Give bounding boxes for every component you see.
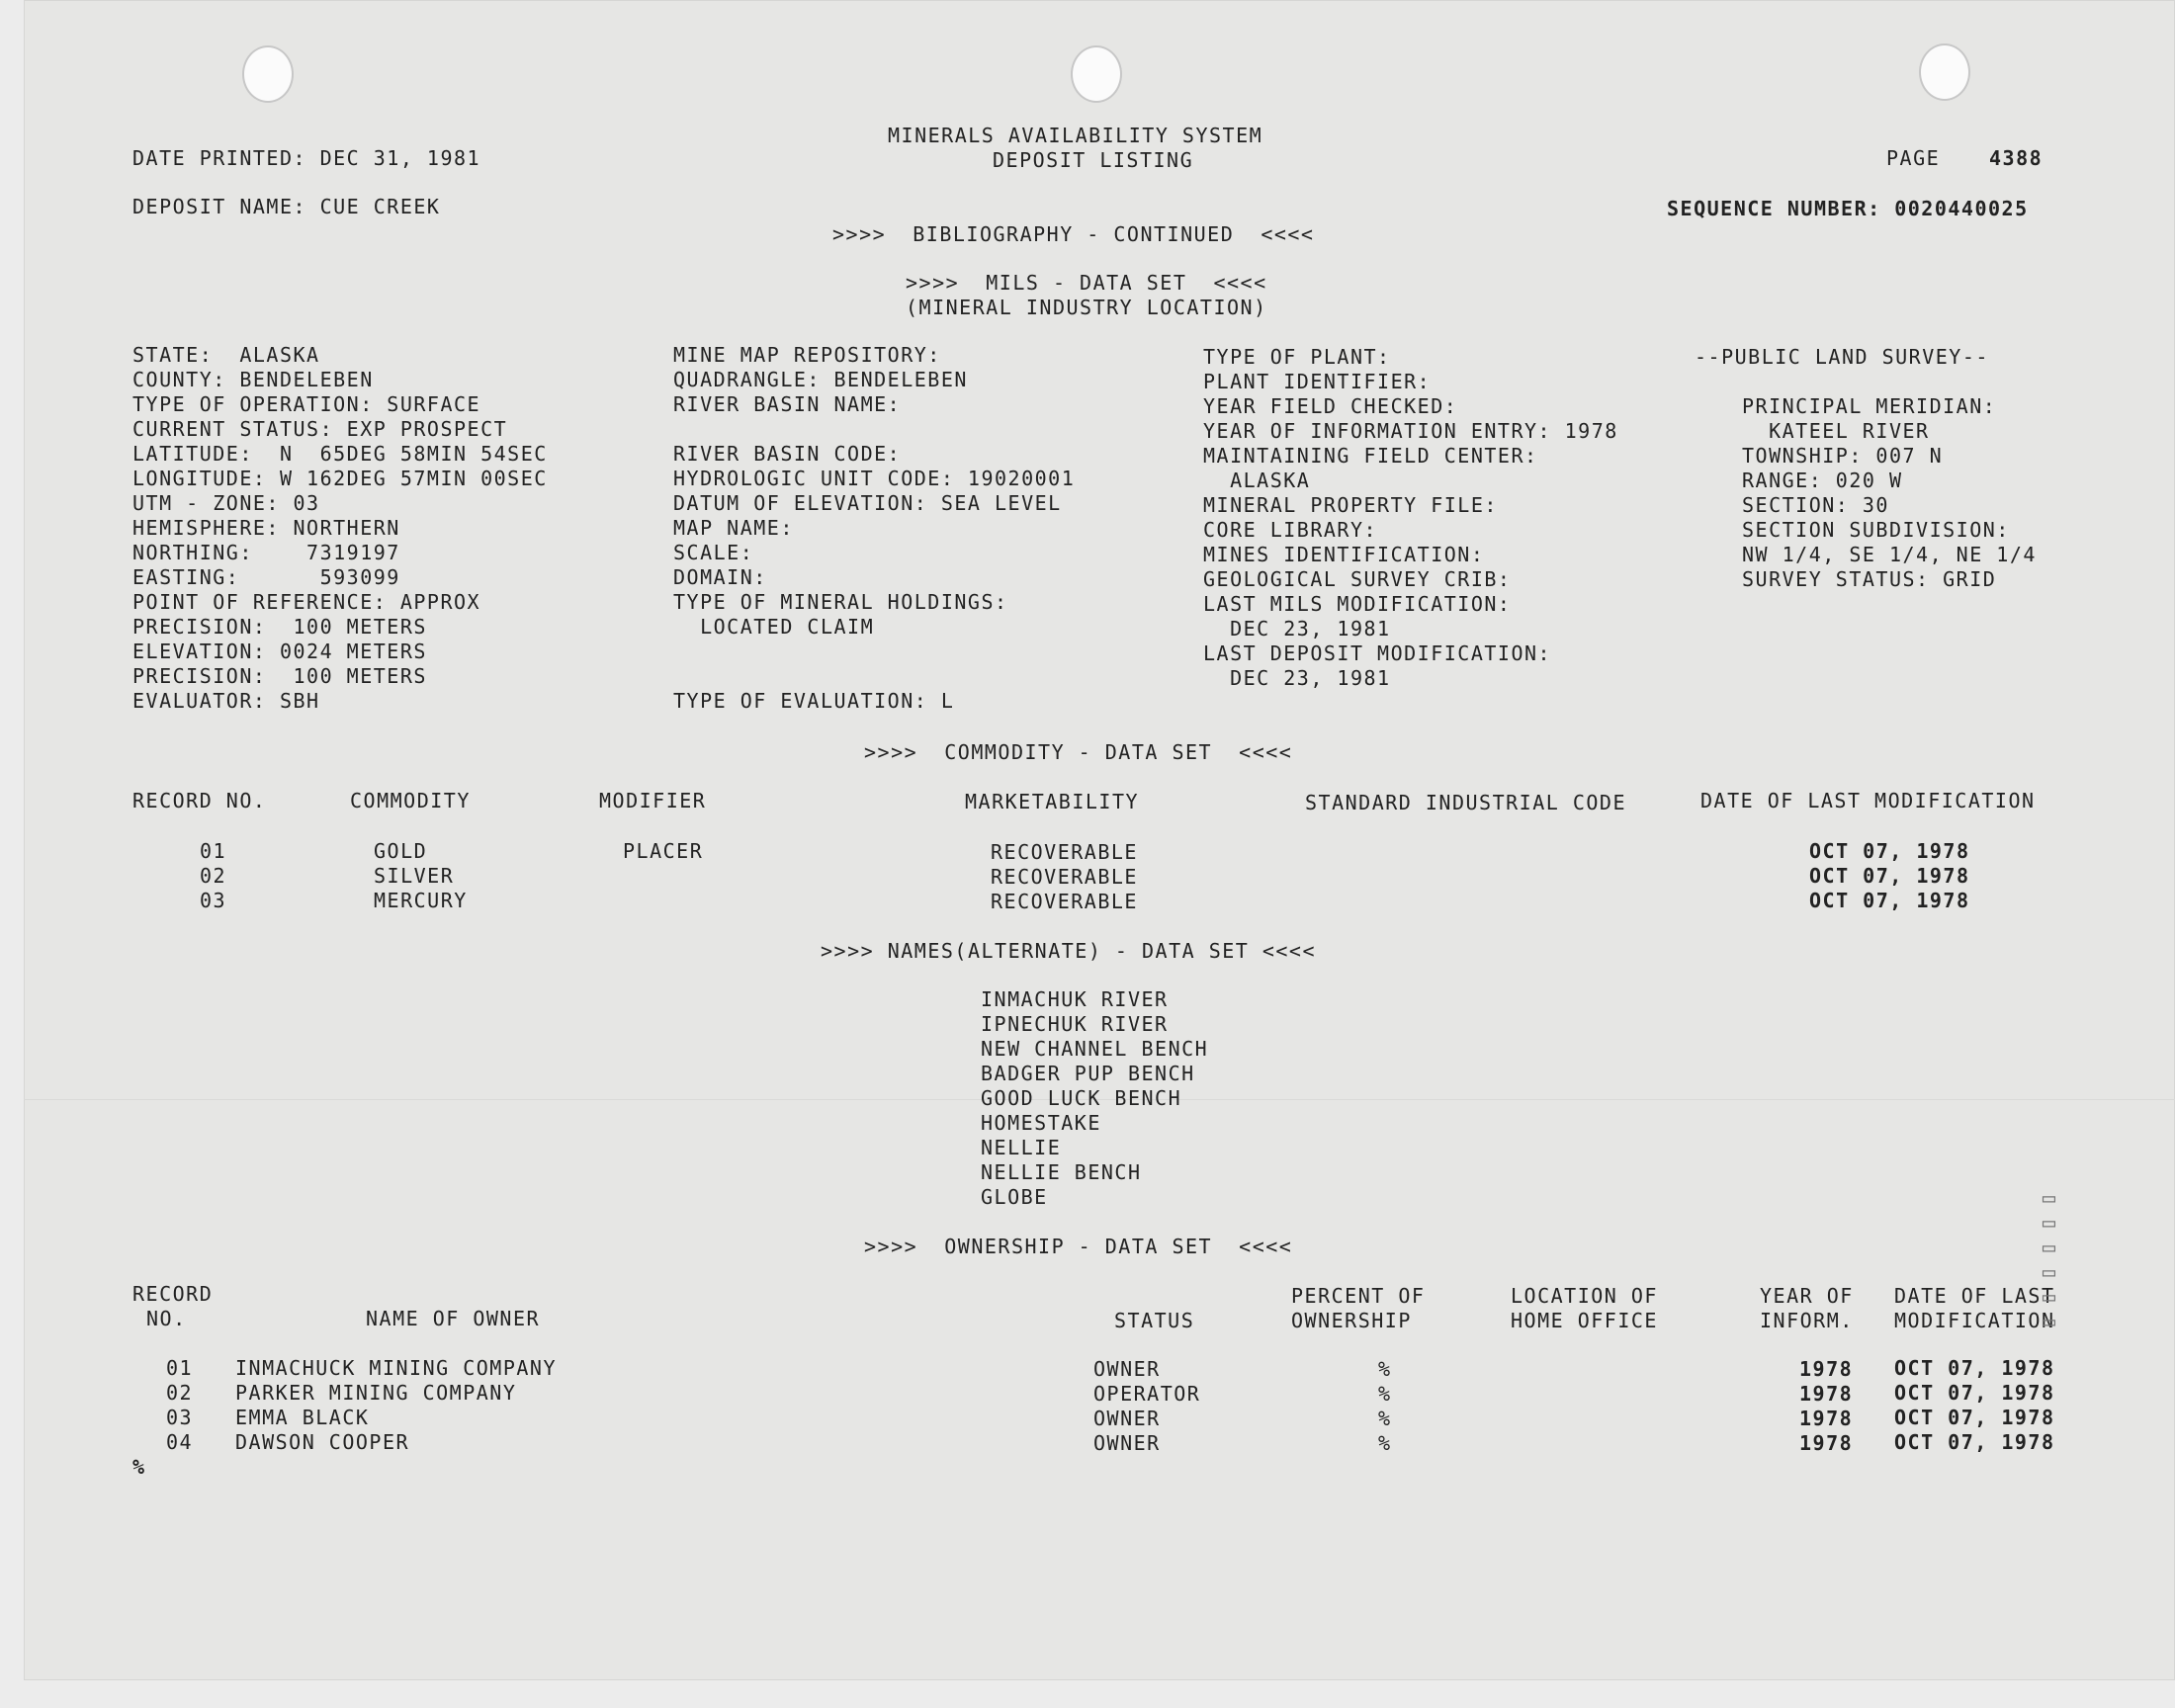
mils-field: TYPE OF PLANT: (1203, 345, 1391, 369)
commodity-record-no: 02 (200, 864, 227, 888)
owner-percent: % (1378, 1407, 1392, 1430)
mils-field: SECTION SUBDIVISION: (1742, 518, 2010, 542)
mils-field: HEMISPHERE: NORTHERN (132, 516, 400, 540)
alternate-name: GLOBE (981, 1185, 1048, 1209)
mils-field: TYPE OF EVALUATION: L (673, 689, 955, 713)
alternate-name: BADGER PUP BENCH (981, 1062, 1195, 1085)
commodity-record-no: 01 (200, 839, 227, 863)
mils-field: DATUM OF ELEVATION: SEA LEVEL (673, 491, 1062, 515)
punch-hole-center (1071, 45, 1122, 103)
owner-status: OWNER (1093, 1431, 1161, 1455)
names-heading: >>>> NAMES(ALTERNATE) - DATA SET <<<< (821, 939, 1317, 963)
mils-field: STATE: ALASKA (132, 343, 320, 367)
commodity-name: MERCURY (374, 889, 468, 912)
owner-name: PARKER MINING COMPANY (235, 1381, 517, 1405)
handwritten-mark: ▭▭▭▭▭▭ (2037, 1186, 2061, 1334)
page-label: PAGE (1886, 146, 1941, 170)
mils-field: GEOLOGICAL SURVEY CRIB: (1203, 567, 1512, 591)
mils-field: UTM - ZONE: 03 (132, 491, 320, 515)
mils-field: PRINCIPAL MERIDIAN: (1742, 394, 1997, 418)
alternate-name: NELLIE (981, 1136, 1062, 1159)
mils-field: DEC 23, 1981 (1203, 666, 1391, 690)
commodity-header-marketability: MARKETABILITY (965, 790, 1140, 813)
mils-field: RANGE: 020 W (1742, 469, 1903, 492)
mils-field: ELEVATION: 0024 METERS (132, 640, 427, 663)
alternate-name: GOOD LUCK BENCH (981, 1086, 1182, 1110)
mils-field: MINES IDENTIFICATION: (1203, 543, 1485, 566)
owner-year: 1978 (1799, 1407, 1854, 1430)
owner-date: OCT 07, 1978 (1894, 1430, 2055, 1454)
alternate-name: NEW CHANNEL BENCH (981, 1037, 1209, 1061)
mils-field: RIVER BASIN CODE: (673, 442, 902, 466)
mils-field: LATITUDE: N 65DEG 58MIN 54SEC (132, 442, 548, 466)
commodity-name: SILVER (374, 864, 455, 888)
alternate-name: INMACHUK RIVER (981, 987, 1169, 1011)
mils-field: LONGITUDE: W 162DEG 57MIN 00SEC (132, 467, 548, 490)
ownership-footer-percent: % (132, 1455, 146, 1479)
sequence-number: SEQUENCE NUMBER: 0020440025 (1667, 197, 2029, 220)
mils-field: HYDROLOGIC UNIT CODE: 19020001 (673, 467, 1076, 490)
commodity-date: OCT 07, 1978 (1809, 839, 1970, 863)
owner-name: EMMA BLACK (235, 1406, 370, 1429)
ownership-header-date-2: MODIFICATION (1894, 1309, 2055, 1332)
mils-field: TYPE OF MINERAL HOLDINGS: (673, 590, 1008, 614)
punch-hole-left (242, 45, 294, 103)
alternate-name: IPNECHUK RIVER (981, 1012, 1169, 1036)
mils-subheading: (MINERAL INDUSTRY LOCATION) (906, 296, 1267, 319)
owner-percent: % (1378, 1382, 1392, 1406)
owner-name: DAWSON COOPER (235, 1430, 410, 1454)
ownership-header-percent-1: PERCENT OF (1291, 1284, 1426, 1308)
public-land-survey-title: --PUBLIC LAND SURVEY-- (1695, 345, 1989, 369)
mils-field: NORTHING: 7319197 (132, 541, 400, 564)
mils-field: EVALUATOR: SBH (132, 689, 320, 713)
mils-field: PRECISION: 100 METERS (132, 664, 427, 688)
owner-record-no: 03 (166, 1406, 194, 1429)
mils-field: LOCATED CLAIM (673, 615, 875, 639)
commodity-name: GOLD (374, 839, 428, 863)
owner-date: OCT 07, 1978 (1894, 1356, 2055, 1380)
date-printed: DATE PRINTED: DEC 31, 1981 (132, 146, 481, 170)
owner-year: 1978 (1799, 1357, 1854, 1381)
mils-field: RIVER BASIN NAME: (673, 392, 902, 416)
owner-year: 1978 (1799, 1382, 1854, 1406)
mils-heading: >>>> MILS - DATA SET <<<< (906, 271, 1267, 295)
page-number: 4388 (1989, 146, 2044, 170)
mils-field: MAP NAME: (673, 516, 794, 540)
mils-field: YEAR OF INFORMATION ENTRY: 1978 (1203, 419, 1618, 443)
commodity-header-date: DATE OF LAST MODIFICATION (1700, 789, 2036, 812)
mils-field: POINT OF REFERENCE: APPROX (132, 590, 481, 614)
mils-field: TYPE OF OPERATION: SURFACE (132, 392, 481, 416)
ownership-header-no: NO. (146, 1307, 187, 1330)
punch-hole-right (1919, 43, 1970, 101)
commodity-marketability: RECOVERABLE (991, 865, 1138, 889)
ownership-header-location-2: HOME OFFICE (1511, 1309, 1658, 1332)
owner-record-no: 02 (166, 1381, 194, 1405)
mils-field: LAST DEPOSIT MODIFICATION: (1203, 641, 1552, 665)
commodity-modifier: PLACER (623, 839, 704, 863)
mils-field: MAINTAINING FIELD CENTER: (1203, 444, 1538, 468)
alternate-name: NELLIE BENCH (981, 1160, 1142, 1184)
ownership-heading: >>>> OWNERSHIP - DATA SET <<<< (864, 1235, 1293, 1258)
owner-year: 1978 (1799, 1431, 1854, 1455)
deposit-name: DEPOSIT NAME: CUE CREEK (132, 195, 441, 218)
mils-field: SECTION: 30 (1742, 493, 1889, 517)
mils-field: CURRENT STATUS: EXP PROSPECT (132, 417, 508, 441)
commodity-heading: >>>> COMMODITY - DATA SET <<<< (864, 740, 1293, 764)
commodity-marketability: RECOVERABLE (991, 890, 1138, 913)
mils-field: QUADRANGLE: BENDELEBEN (673, 368, 968, 391)
mils-field: DEC 23, 1981 (1203, 617, 1391, 640)
mils-field: SCALE: (673, 541, 754, 564)
commodity-marketability: RECOVERABLE (991, 840, 1138, 864)
mils-field: KATEEL RIVER (1742, 419, 1930, 443)
owner-date: OCT 07, 1978 (1894, 1406, 2055, 1429)
mils-field: MINERAL PROPERTY FILE: (1203, 493, 1498, 517)
ownership-header-year-1: YEAR OF (1760, 1284, 1854, 1308)
commodity-date: OCT 07, 1978 (1809, 864, 1970, 888)
owner-record-no: 01 (166, 1356, 194, 1380)
mils-field: PRECISION: 100 METERS (132, 615, 427, 639)
bibliography-heading: >>>> BIBLIOGRAPHY - CONTINUED <<<< (832, 222, 1315, 246)
commodity-record-no: 03 (200, 889, 227, 912)
mils-field: EASTING: 593099 (132, 565, 400, 589)
mils-field: SURVEY STATUS: GRID (1742, 567, 1997, 591)
commodity-header-commodity: COMMODITY (350, 789, 471, 812)
printout-page (24, 0, 2175, 1680)
mils-field: LAST MILS MODIFICATION: (1203, 592, 1512, 616)
commodity-header-modifier: MODIFIER (599, 789, 707, 812)
mils-field: CORE LIBRARY: (1203, 518, 1378, 542)
mils-field: PLANT IDENTIFIER: (1203, 370, 1432, 393)
mils-field: DOMAIN: (673, 565, 767, 589)
ownership-header-record: RECORD (132, 1282, 214, 1306)
ownership-header-status: STATUS (1114, 1309, 1195, 1332)
system-title: MINERALS AVAILABILITY SYSTEM (888, 124, 1263, 147)
mils-field: NW 1/4, SE 1/4, NE 1/4 (1742, 543, 2037, 566)
mils-field: TOWNSHIP: 007 N (1742, 444, 1944, 468)
owner-percent: % (1378, 1431, 1392, 1455)
alternate-name: HOMESTAKE (981, 1111, 1101, 1135)
ownership-header-location-1: LOCATION OF (1511, 1284, 1658, 1308)
commodity-header-record: RECORD NO. (132, 789, 267, 812)
mils-field: MINE MAP REPOSITORY: (673, 343, 941, 367)
owner-status: OWNER (1093, 1407, 1161, 1430)
commodity-date: OCT 07, 1978 (1809, 889, 1970, 912)
owner-date: OCT 07, 1978 (1894, 1381, 2055, 1405)
commodity-header-sic: STANDARD INDUSTRIAL CODE (1305, 791, 1626, 814)
mils-field: YEAR FIELD CHECKED: (1203, 394, 1458, 418)
ownership-header-date-1: DATE OF LAST (1894, 1284, 2055, 1308)
listing-title: DEPOSIT LISTING (993, 148, 1194, 172)
owner-record-no: 04 (166, 1430, 194, 1454)
ownership-header-year-2: INFORM. (1760, 1309, 1854, 1332)
mils-field: ALASKA (1203, 469, 1311, 492)
owner-percent: % (1378, 1357, 1392, 1381)
ownership-header-percent-2: OWNERSHIP (1291, 1309, 1412, 1332)
owner-status: OPERATOR (1093, 1382, 1201, 1406)
owner-name: INMACHUCK MINING COMPANY (235, 1356, 557, 1380)
mils-field: COUNTY: BENDELEBEN (132, 368, 374, 391)
owner-status: OWNER (1093, 1357, 1161, 1381)
ownership-header-name: NAME OF OWNER (366, 1307, 541, 1330)
